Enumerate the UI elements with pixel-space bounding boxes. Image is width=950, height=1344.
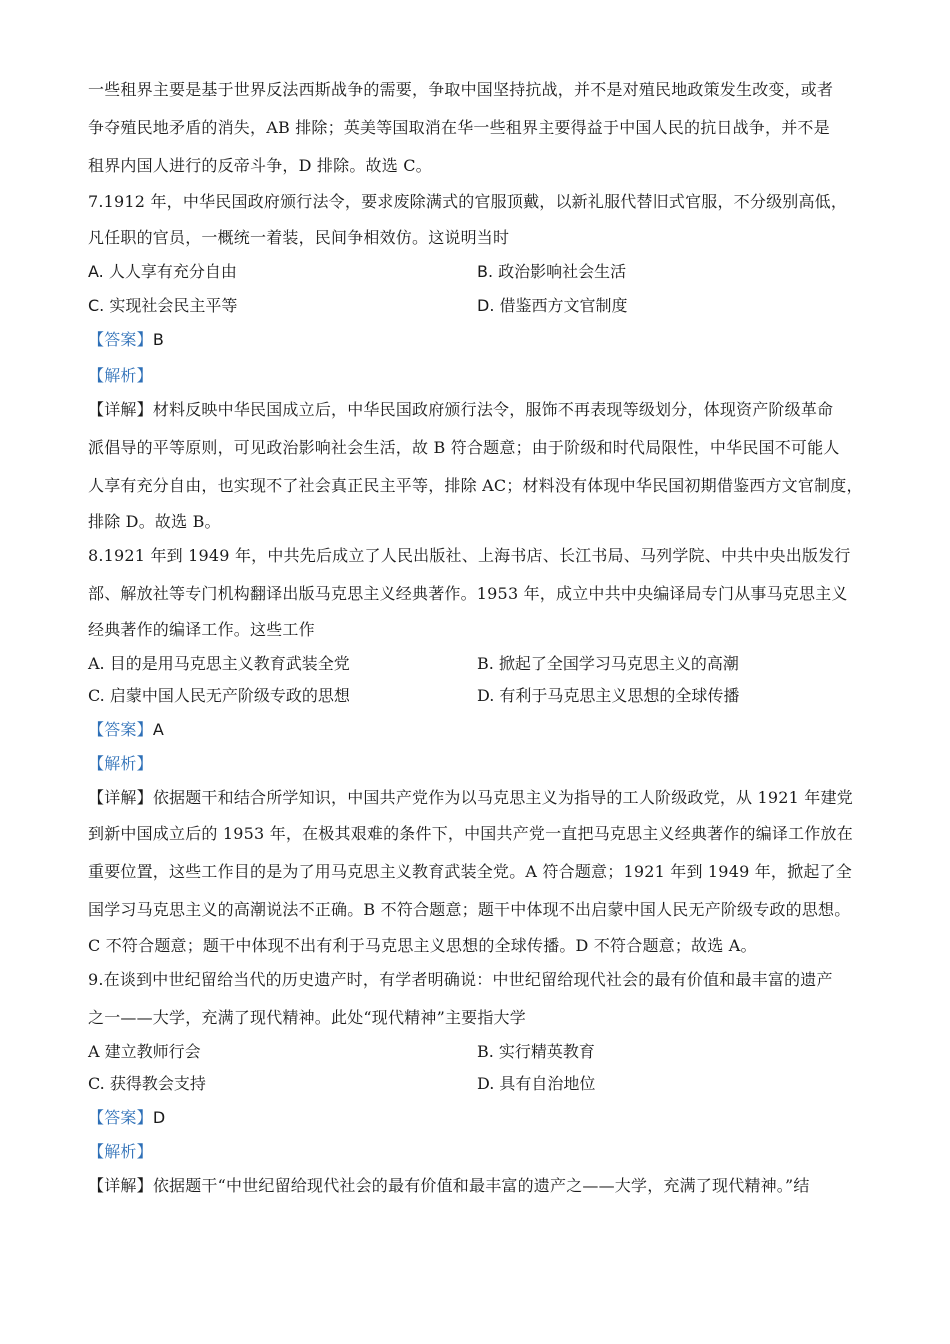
- q7-option-b: B. 政治影响社会生活: [477, 262, 627, 281]
- q8-stem-line: 经典著作的编译工作。这些工作: [88, 620, 315, 639]
- q7-detail-line: 排除 D。故选 B。: [88, 512, 221, 531]
- q9-detail-line: [88, 1176, 810, 1196]
- q7-stem-line: 7.1912 年，中华民国政府颁行法令，要求废除满式的官服顶戴，以新礼服代替旧式官服，不分级别高低，: [88, 192, 848, 211]
- continuation-line: 争夺殖民地矛盾的消失，AB 排除；英美等国取消在华一些租界主要得益于中国人民的抗日战争，并不是: [88, 118, 830, 137]
- q8-detail-line: 到新中国成立后的 1953 年，在极其艰难的条件下，中国共产党一直把马克思主义经典著作的编译工作放在: [88, 824, 853, 843]
- q9-answer: [88, 1108, 165, 1128]
- detail-label: 【详解】: [88, 1176, 153, 1195]
- q9-option-c: C. 获得教会支持: [88, 1074, 206, 1093]
- q8-detail-line: [88, 788, 853, 808]
- q8-stem-line: 8.1921 年到 1949 年，中共先后成立了人民出版社、上海书店、长江书局、马列学院、中共中央出版发行: [88, 546, 851, 565]
- q7-detail-line: 派倡导的平等原则，可见政治影响社会生活，故 B 符合题意；由于阶级和时代局限性，中华民国不可能人: [88, 438, 840, 457]
- q7-option-a: A. 人人享有充分自由: [88, 262, 237, 281]
- q9-option-d: D. 具有自治地位: [477, 1074, 596, 1093]
- q7-analysis-label: 【解析】: [88, 366, 153, 385]
- answer-value: B: [152, 330, 164, 349]
- detail-text: 依据题干“中世纪留给现代社会的最有价值和最丰富的遗产之——大学，充满了现代精神。”结: [152, 1176, 810, 1195]
- q9-option-a: A 建立教师行会: [88, 1042, 201, 1061]
- detail-label: 【详解】: [88, 400, 153, 419]
- q7-stem-line: 凡任职的官员，一概统一着装，民间争相效仿。这说明当时: [88, 228, 510, 247]
- q9-stem-line: 之一——大学，充满了现代精神。此处“现代精神”主要指大学: [88, 1008, 526, 1027]
- q8-option-a: A. 目的是用马克思主义教育武装全党: [88, 654, 350, 673]
- q8-analysis-label: 【解析】: [88, 754, 153, 773]
- q7-detail-line: 人享有充分自由，也实现不了社会真正民主平等，排除 AC；材料没有体现中华民国初期借鉴西方文官制度，: [88, 476, 863, 495]
- detail-text: 依据题干和结合所学知识，中国共产党作为以马克思主义为指导的工人阶级政党，从 1921 年建党: [152, 788, 853, 807]
- q8-answer: [88, 720, 164, 740]
- answer-label: 【答案】: [88, 330, 153, 349]
- answer-value: A: [152, 720, 164, 739]
- q8-detail-line: 重要位置，这些工作目的是为了用马克思主义教育武装全党。A 符合题意；1921 年到 1949 年，掀起了全: [88, 862, 852, 881]
- q9-option-b: B. 实行精英教育: [477, 1042, 595, 1061]
- q8-option-c: C. 启蒙中国人民无产阶级专政的思想: [88, 686, 350, 705]
- detail-text: 材料反映中华民国成立后，中华民国政府颁行法令，服饰不再表现等级划分，体现资产阶级革命: [152, 400, 834, 419]
- detail-label: 【详解】: [88, 788, 153, 807]
- q7-option-d: D. 借鉴西方文官制度: [477, 296, 628, 315]
- q8-option-b: B. 掀起了全国学习马克思主义的高潮: [477, 654, 739, 673]
- answer-label: 【答案】: [88, 1108, 153, 1127]
- continuation-line: 租界内国人进行的反帝斗争，D 排除。故选 C。: [88, 156, 432, 175]
- q8-detail-line: 国学习马克思主义的高潮说法不正确。B 不符合题意；题干中体现不出启蒙中国人民无产阶级专政的思想。: [88, 900, 851, 919]
- q8-stem-line: 部、解放社等专门机构翻译出版马克思主义经典著作。1953 年，成立中共中央编译局专门从事马克思主义: [88, 584, 848, 603]
- answer-label: 【答案】: [88, 720, 153, 739]
- q7-detail-line: [88, 400, 833, 420]
- q9-stem-line: 9.在谈到中世纪留给当代的历史遗产时，有学者明确说：中世纪留给现代社会的最有价值和最丰富的遗产: [88, 970, 833, 989]
- q8-option-d: D. 有利于马克思主义思想的全球传播: [477, 686, 740, 705]
- answer-value: D: [152, 1108, 166, 1127]
- q9-analysis-label: 【解析】: [88, 1142, 153, 1161]
- q7-answer: [88, 330, 164, 350]
- q7-option-c: C. 实现社会民主平等: [88, 296, 238, 315]
- q8-detail-line: C 不符合题意；题干中体现不出有利于马克思主义思想的全球传播。D 不符合题意；故选 A。: [88, 936, 757, 955]
- continuation-line: 一些租界主要是基于世界反法西斯战争的需要，争取中国坚持抗战，并不是对殖民地政策发生改变，或者: [88, 80, 834, 99]
